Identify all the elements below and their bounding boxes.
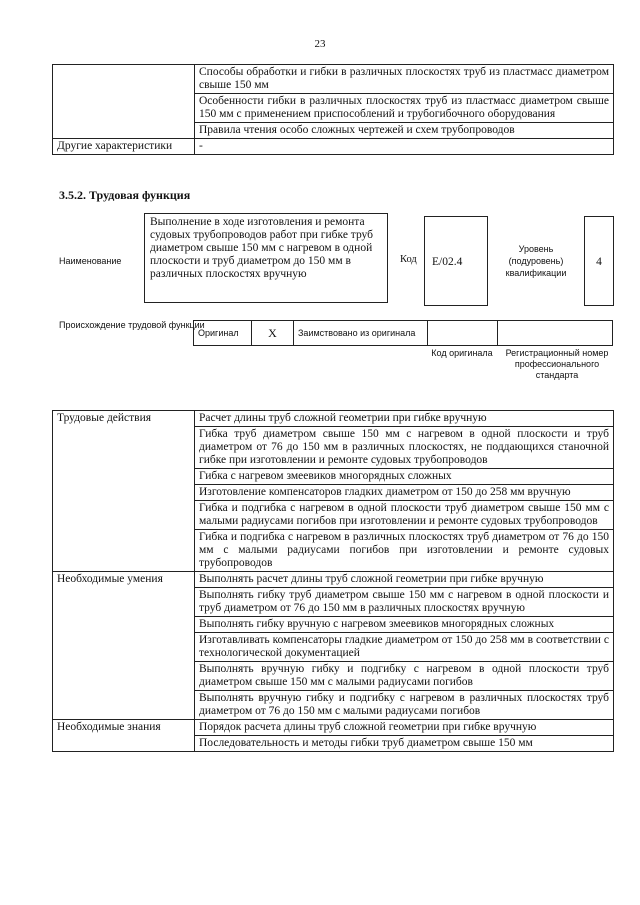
- row-label-cell: [53, 65, 195, 139]
- origin-label: Происхождение трудовой функции: [59, 320, 205, 330]
- registration-number-label: Регистрационный номер профессионального стандарта: [505, 348, 609, 380]
- table-row: [53, 720, 614, 736]
- table-cell: Выполнять гибку труб диаметром свыше 150 мм с нагревом в одной плоскости и труб диаметром от 76 до 150 мм в различных плоскостях вручную: [195, 588, 614, 617]
- reg-number-cell: [498, 321, 613, 346]
- row-label-cell: Другие характеристики: [53, 139, 195, 155]
- table-cell: Способы обработки и гибки в различных плоскостях труб из пластмасс диаметром свыше 150 мм: [195, 65, 614, 94]
- origin-code-cell: [428, 321, 498, 346]
- row-label-cell: Необходимые умения: [53, 572, 195, 720]
- table-cell: Особенности гибки в различных плоскостях труб из пластмасс диаметром свыше 150 мм с применением приспособлений и трубогибочного оборудования: [195, 94, 614, 123]
- table-cell: Расчет длины труб сложной геометрии при гибке вручную: [195, 411, 614, 427]
- table-cell: Выполнять вручную гибку и подгибку с нагревом в одной плоскости труб диаметром свыше 150 мм с малыми радиусами погибов: [195, 662, 614, 691]
- code-value-box: E/02.4: [424, 216, 488, 306]
- table-cell: Выполнять гибку вручную с нагревом змеевиков многорядных сложных: [195, 617, 614, 633]
- knowledge-table-continued: [52, 64, 614, 155]
- table-cell: Выполнять вручную гибку и подгибку с нагревом в различных плоскостях труб диаметром от 76 до 150 мм с малыми радиусами погибов: [195, 691, 614, 720]
- code-label: Код: [400, 254, 417, 265]
- table-row: [194, 321, 613, 346]
- table-cell: Изготовление компенсаторов гладких диаметром от 150 до 258 мм вручную: [195, 485, 614, 501]
- original-mark-cell: X: [252, 321, 294, 346]
- table-row: [53, 411, 614, 427]
- borrowed-cell: Заимствовано из оригинала: [294, 321, 428, 346]
- table-cell: Последовательность и методы гибки труб диаметром свыше 150 мм: [195, 736, 614, 752]
- table-cell: -: [195, 139, 614, 155]
- table-row: [53, 139, 614, 155]
- origin-code-label: Код оригинала: [431, 348, 493, 358]
- origin-table: [193, 320, 613, 346]
- table-row: [53, 65, 614, 94]
- section-heading: 3.5.2. Трудовая функция: [59, 188, 191, 202]
- row-label-cell: Трудовые действия: [53, 411, 195, 572]
- table-cell: Порядок расчета длины труб сложной геометрии при гибке вручную: [195, 720, 614, 736]
- labor-function-table: [52, 410, 614, 752]
- table-cell: Правила чтения особо сложных чертежей и схем трубопроводов: [195, 123, 614, 139]
- qualification-level-box: 4: [584, 216, 614, 306]
- table-cell: Гибка труб диаметром свыше 150 мм с нагревом в одной плоскости и труб диаметром от 76 до 150 мм в различных плоскостях, не поддающихся станочной гибке при изготовлении и ремонте судовых трубопроводов: [195, 427, 614, 469]
- table-cell: Выполнять расчет длины труб сложной геометрии при гибке вручную: [195, 572, 614, 588]
- row-label-cell: Необходимые знания: [53, 720, 195, 752]
- table-cell: Изготавливать компенсаторы гладкие диаметром от 150 до 258 мм в соответствии с технологической документацией: [195, 633, 614, 662]
- table-cell: Гибка и подгибка с нагревом в различных плоскостях труб диаметром от 76 до 150 мм с малыми радиусами погибов при изготовлении и ремонте судовых трубопроводов: [195, 530, 614, 572]
- table-cell: Гибка и подгибка с нагревом в одной плоскости труб диаметром свыше 150 мм с малыми радиусами погибов при изготовлении и ремонте судовых трубопроводов: [195, 501, 614, 530]
- name-label: Наименование: [59, 256, 122, 266]
- function-name-box: Выполнение в ходе изготовления и ремонта судовых трубопроводов работ при гибке труб диаметром свыше 150 мм с нагревом в одной плоскости и труб диаметром до 150 мм в различных плоскостях вручную: [144, 213, 388, 303]
- table-cell: Гибка с нагревом змеевиков многорядных сложных: [195, 469, 614, 485]
- table-row: [53, 572, 614, 588]
- original-cell: Оригинал: [194, 321, 252, 346]
- page-number: 23: [314, 38, 326, 50]
- qualification-level-label: Уровень (подуровень) квалификации: [505, 244, 567, 278]
